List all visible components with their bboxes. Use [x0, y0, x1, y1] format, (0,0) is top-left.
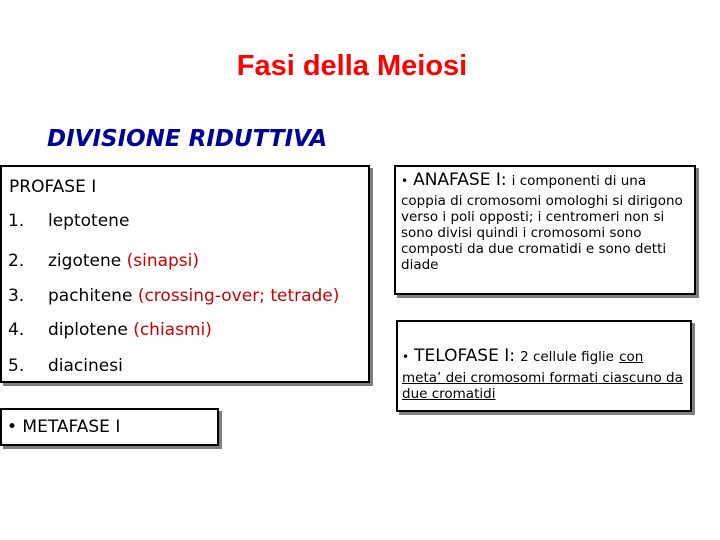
telofase-lead: 2 cellule figlie — [520, 349, 614, 365]
phase-number: 1. — [8, 211, 25, 231]
phase-number: 3. — [8, 286, 25, 306]
phase-number: 4. — [8, 320, 25, 340]
phase-note: (chiasmi) — [133, 320, 212, 340]
anafase-lead: i componenti di una — [511, 173, 647, 189]
phase-item-diplotene — [8, 320, 212, 340]
phase-item-leptotene — [8, 211, 129, 231]
page-title: Fasi della Meiosi — [236, 50, 468, 82]
phase-number: 2. — [8, 251, 25, 271]
phase-name: leptotene — [48, 211, 130, 231]
page-subtitle: DIVISIONE RIDUTTIVA — [47, 126, 328, 152]
metafase-label: • METAFASE I — [7, 417, 121, 437]
anafase-heading: ANAFASE I: — [413, 170, 507, 190]
metafase-box — [0, 408, 219, 446]
telofase-lead-underlined: con — [619, 349, 644, 365]
phase-item-zigotene — [8, 251, 199, 271]
bullet-icon: • — [401, 174, 409, 188]
phase-name: pachitene — [48, 286, 133, 306]
phase-item-diacinesi — [8, 356, 123, 376]
profase-box — [0, 165, 370, 383]
telofase-heading: TELOFASE I: — [414, 346, 515, 366]
telofase-heading-line — [402, 346, 643, 366]
phase-name: diplotene — [48, 320, 128, 340]
phase-note: (crossing-over; tetrade) — [137, 286, 340, 306]
phase-note: (sinapsi) — [126, 251, 200, 271]
phase-number: 5. — [8, 356, 25, 376]
telofase-description: meta’ dei cromosomi formati ciascuno da due cromatidi — [402, 370, 683, 402]
phase-name: zigotene — [48, 251, 122, 271]
anafase-heading-line — [401, 170, 646, 190]
phase-item-pachitene — [8, 286, 339, 306]
profase-title: PROFASE I — [9, 177, 97, 197]
anafase-box — [394, 165, 696, 295]
phase-name: diacinesi — [48, 356, 123, 376]
telofase-box — [396, 320, 692, 412]
anafase-description: coppia di cromosomi omologhi si dirigono verso i poli opposti; i centromeri non si sono divisi quindi i cromosomi sono composti da due cromatidi e sono detti diade — [401, 193, 683, 273]
bullet-icon: • — [402, 350, 410, 364]
